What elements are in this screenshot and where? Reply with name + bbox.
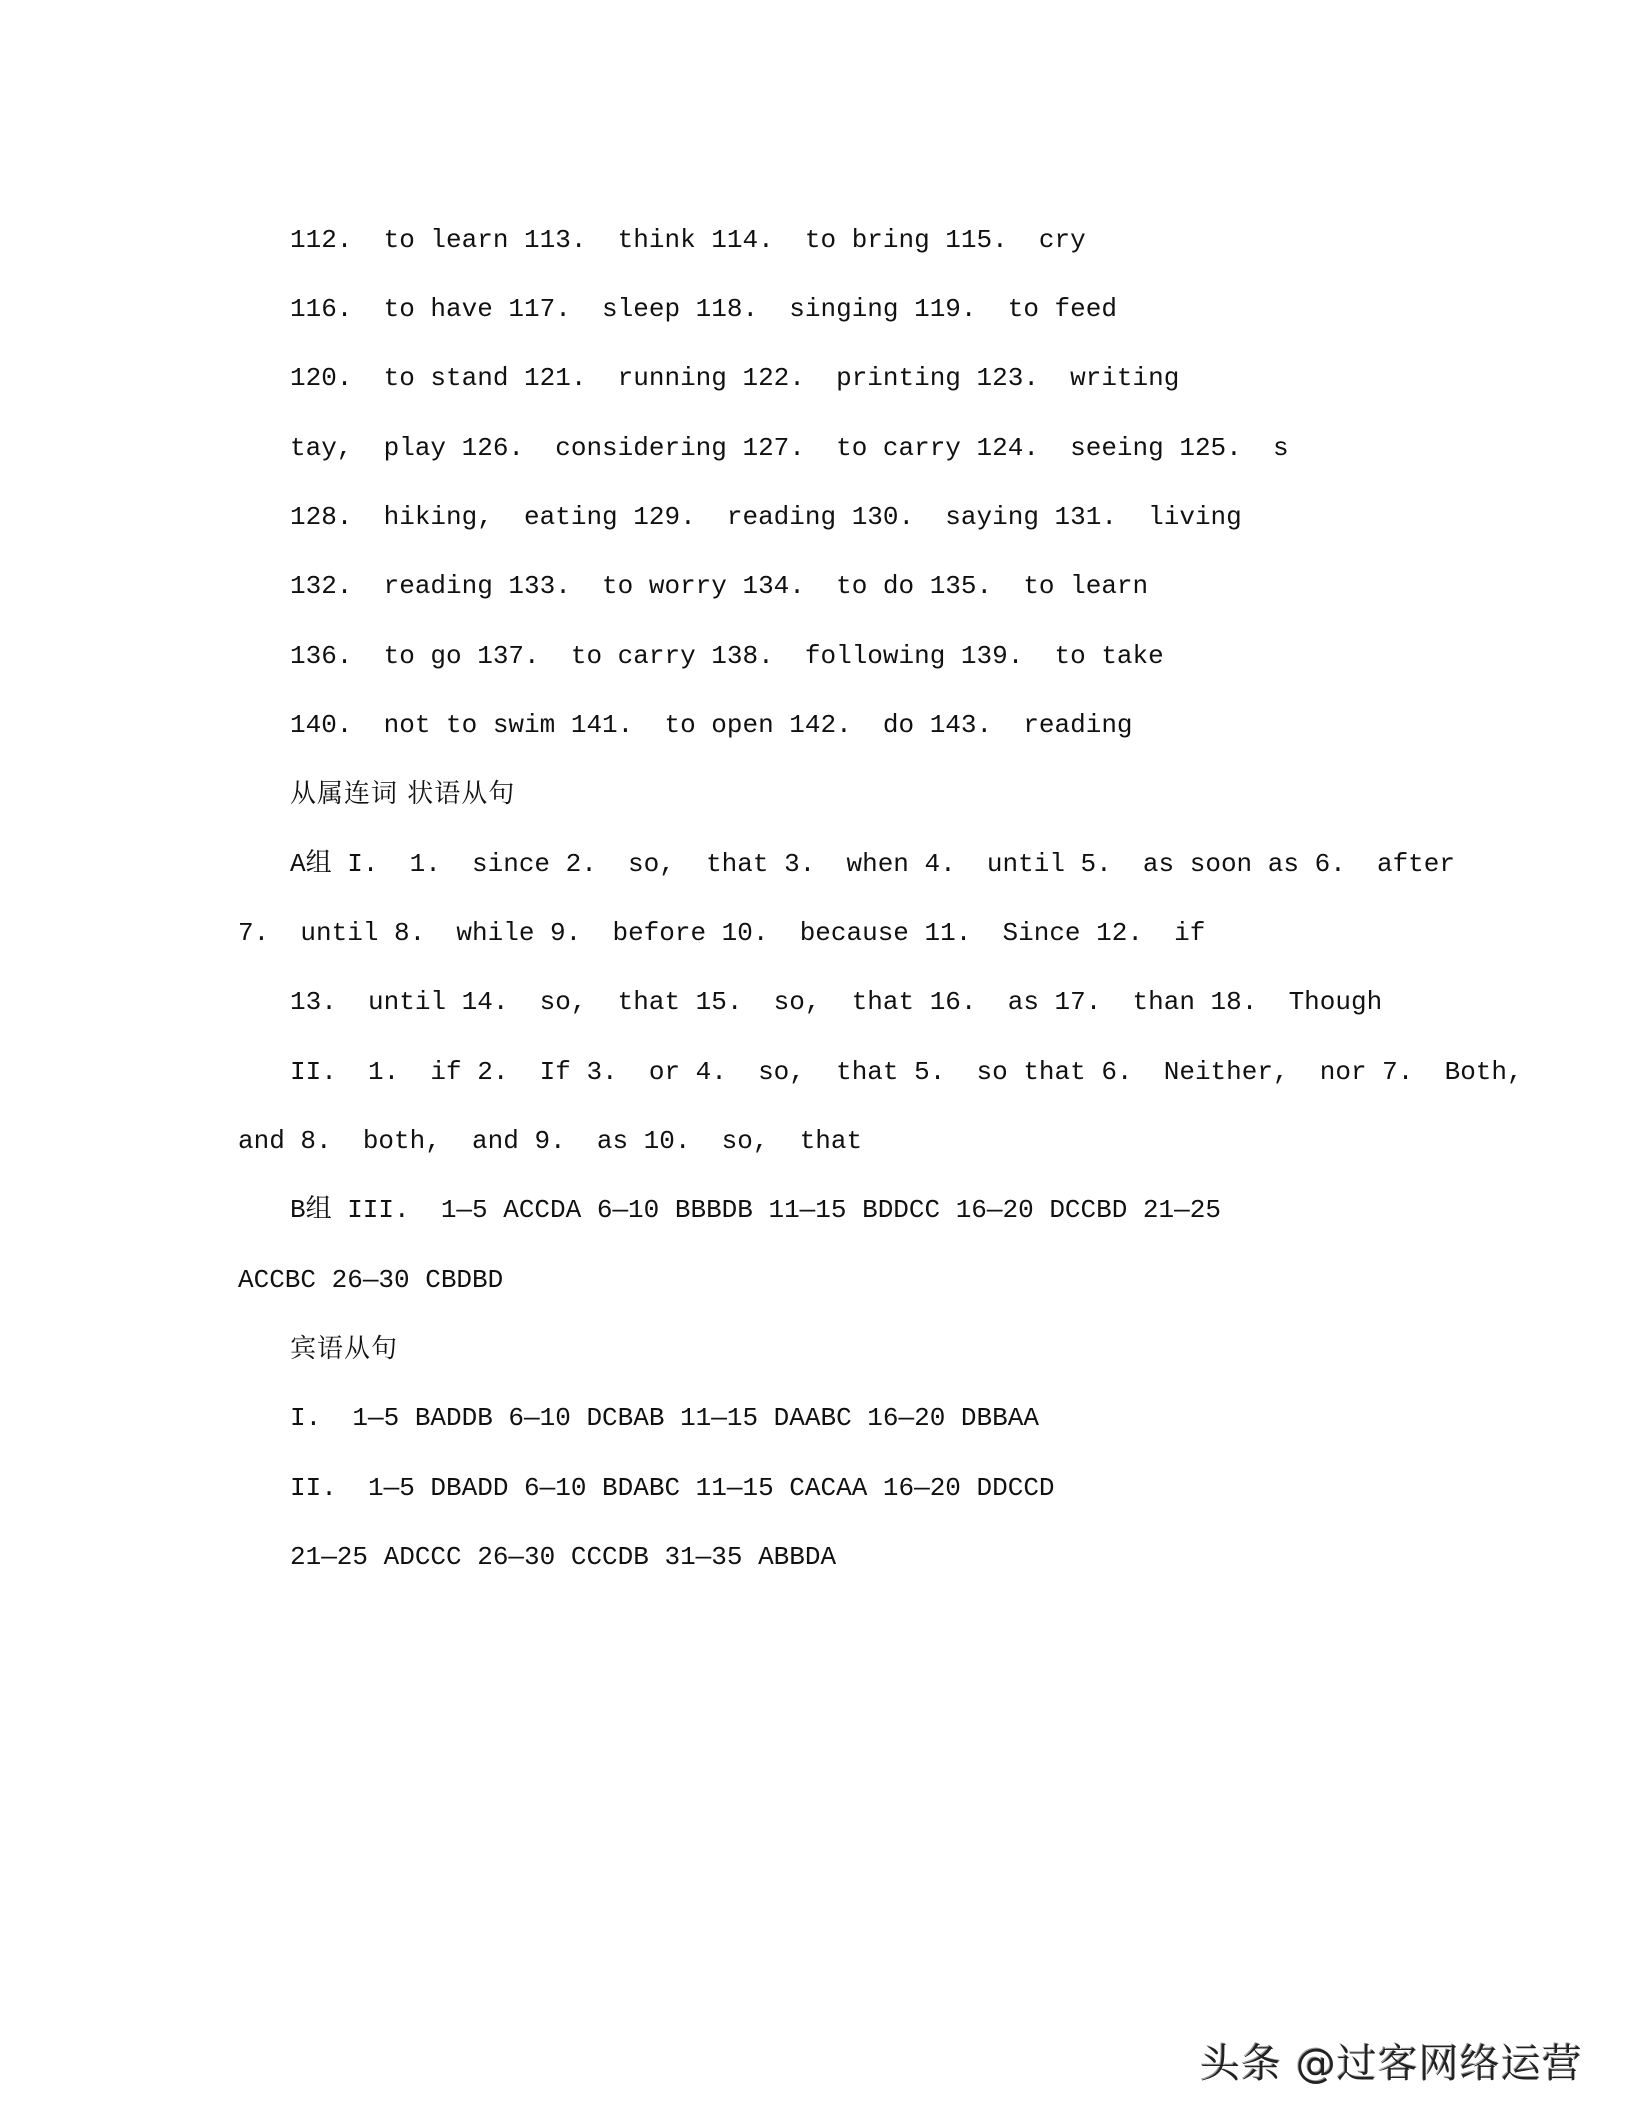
answer-line: 112. to learn 113. think 114. to bring 115. cry [290, 225, 1086, 255]
answer-line: II. 1. if 2. If 3. or 4. so, that 5. so that 6. Neither, nor 7. Both, [290, 1057, 1523, 1087]
answer-line: ACCBC 26—30 CBDBD [238, 1265, 504, 1295]
answer-line: 21—25 ADCCC 26—30 CCCDB 31—35 ABBDA [290, 1542, 837, 1572]
watermark: 头条 @过客网络运营 [1200, 2041, 1583, 2087]
answer-line: A组 I. 1. since 2. so, that 3. when 4. until 5. as soon as 6. after [290, 849, 1455, 879]
section-heading-adverbial-clauses: 从属连词 状语从句 [290, 779, 516, 809]
answer-line: tay, play 126. considering 127. to carry 124. seeing 125. s [290, 433, 1289, 463]
answer-line: 136. to go 137. to carry 138. following 139. to take [290, 641, 1164, 671]
answer-line: and 8. both, and 9. as 10. so, that [238, 1126, 863, 1156]
answer-line: 140. not to swim 141. to open 142. do 143. reading [290, 710, 1133, 740]
answer-line: 116. to have 117. sleep 118. singing 119. to feed [290, 294, 1117, 324]
answer-line: 120. to stand 121. running 122. printing 123. writing [290, 363, 1180, 393]
section-heading-object-clauses: 宾语从句 [290, 1334, 399, 1364]
answer-line: 128. hiking, eating 129. reading 130. saying 131. living [290, 502, 1242, 532]
answer-line: I. 1—5 BADDB 6—10 DCBAB 11—15 DAABC 16—20 DBBAA [290, 1403, 1039, 1433]
answer-line: 7. until 8. while 9. before 10. because 11. Since 12. if [238, 918, 1206, 948]
answer-line: II. 1—5 DBADD 6—10 BDABC 11—15 CACAA 16—20 DDCCD [290, 1473, 1055, 1503]
answer-line: B组 III. 1—5 ACCDA 6—10 BBBDB 11—15 BDDCC 16—20 DCCBD 21—25 [290, 1195, 1221, 1225]
answer-line: 132. reading 133. to worry 134. to do 135. to learn [290, 571, 1149, 601]
answer-line: 13. until 14. so, that 15. so, that 16. as 17. than 18. Though [290, 987, 1383, 1017]
